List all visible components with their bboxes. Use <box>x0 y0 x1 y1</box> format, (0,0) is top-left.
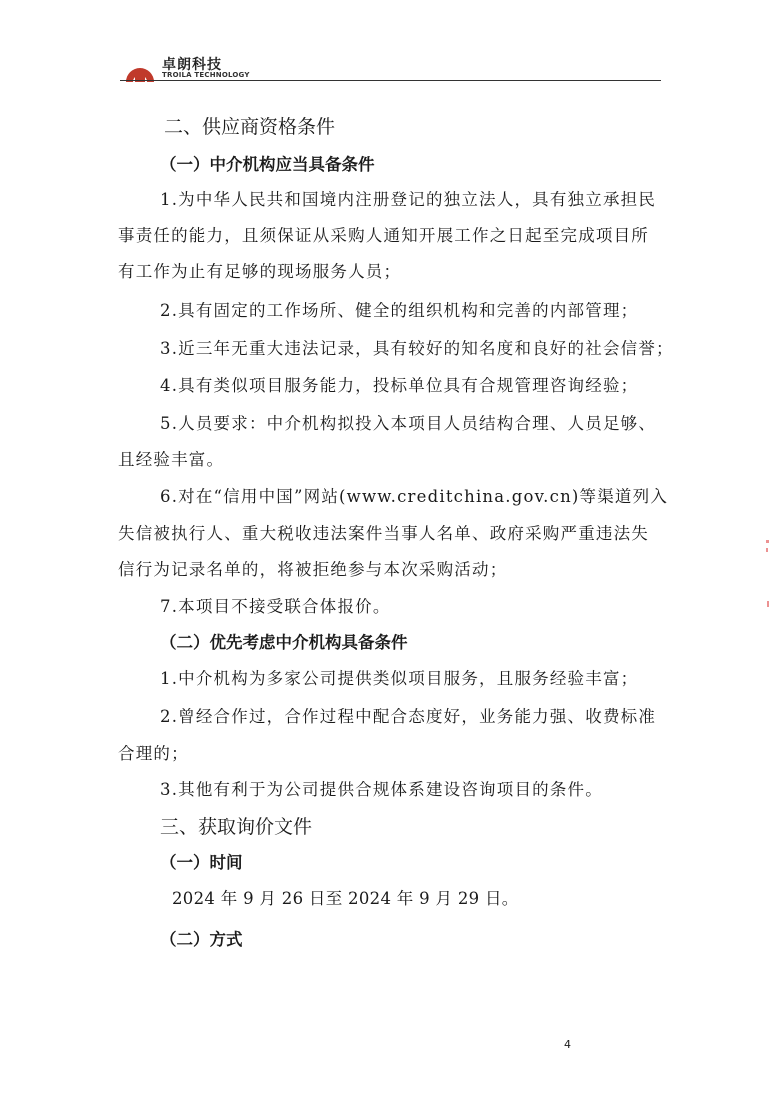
list-item: 4.具有类似项目服务能力，投标单位具有合规管理咨询经验； <box>160 376 639 395</box>
scan-mark <box>766 540 769 543</box>
date-range-text: 2024 年 9 月 26 日至 2024 年 9 月 29 日。 <box>172 889 519 908</box>
header-divider <box>120 80 661 81</box>
subsection-title-method: （二）方式 <box>160 930 243 949</box>
list-item: 事责任的能力，且须保证从采购人通知开展工作之日起至完成项目所 <box>118 226 649 245</box>
list-item: 信行为记录名单的，将被拒绝参与本次采购活动； <box>118 560 508 579</box>
scan-mark <box>766 548 768 552</box>
page-header <box>122 50 660 84</box>
subsection-title-time: （一）时间 <box>160 853 243 872</box>
section-title-qualifications: 二、供应商资格条件 <box>164 116 336 138</box>
subsection-title-required: （一）中介机构应当具备条件 <box>160 155 375 174</box>
list-item: 失信被执行人、重大税收违法案件当事人名单、政府采购严重违法失 <box>118 524 649 543</box>
list-item: 1.中介机构为多家公司提供类似项目服务，且服务经验丰富； <box>160 669 639 688</box>
list-item: 且经验丰富。 <box>118 450 225 469</box>
page-number: 4 <box>564 1038 571 1051</box>
list-item: 2.具有固定的工作场所、健全的组织机构和完善的内部管理； <box>160 301 639 320</box>
brand-name-en: TROILA TECHNOLOGY <box>162 71 250 79</box>
section-title-obtain-documents: 三、获取询价文件 <box>160 816 313 838</box>
scan-mark <box>767 601 769 607</box>
list-item: 有工作为止有足够的现场服务人员； <box>118 262 402 281</box>
brand-name-cn: 卓朗科技 <box>162 57 222 73</box>
list-item: 3.其他有利于为公司提供合规体系建设咨询项目的条件。 <box>160 780 603 799</box>
subsection-title-preferred: （二）优先考虑中介机构具备条件 <box>160 633 408 652</box>
list-item: 6.对在“信用中国”网站(www.creditchina.gov.cn)等渠道列入 <box>160 487 669 506</box>
list-item: 3.近三年无重大违法记录，具有较好的知名度和良好的社会信誉； <box>160 339 674 358</box>
list-item: 2.曾经合作过，合作过程中配合态度好，业务能力强、收费标准 <box>160 707 657 726</box>
list-item: 1.为中华人民共和国境内注册登记的独立法人，具有独立承担民 <box>160 190 657 209</box>
list-item: 合理的； <box>118 744 189 763</box>
list-item: 5.人员要求：中介机构拟投入本项目人员结构合理、人员足够、 <box>160 414 657 433</box>
list-item: 7.本项目不接受联合体报价。 <box>160 597 391 616</box>
